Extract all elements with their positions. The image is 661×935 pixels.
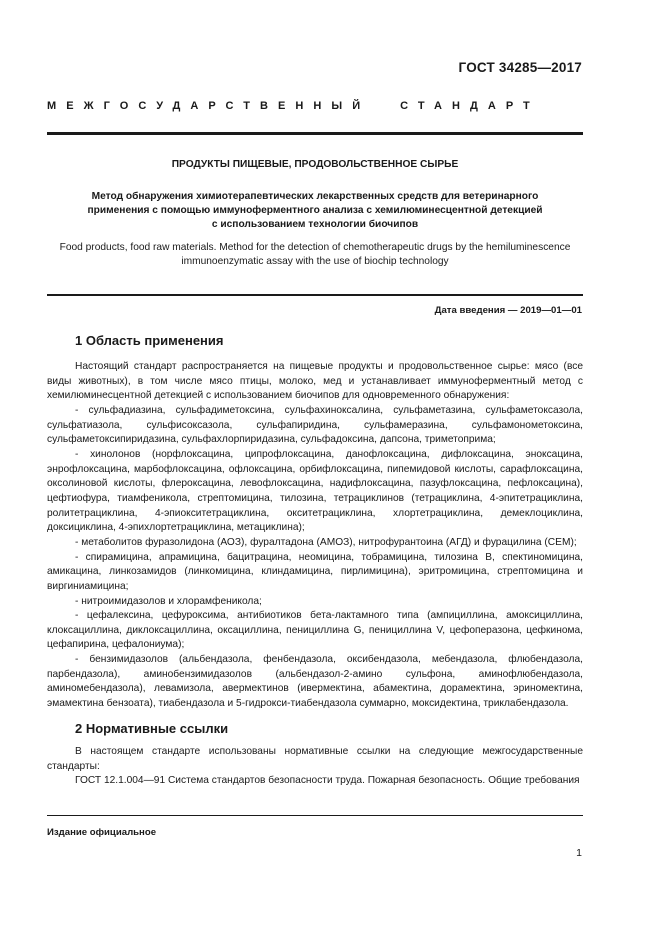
page-number: 1 — [576, 847, 582, 859]
section2-heading: 2 Нормативные ссылки — [75, 721, 229, 736]
section1-body — [47, 360, 583, 712]
section1-heading: 1 Область применения — [75, 333, 224, 348]
list-item: - хинолонов (норфлоксацина, ципрофлоксацина, данофлоксацина, дифлоксацина, эноксацина, энрофлоксацина, марбофлоксацина, офлоксацина, орбифлоксацина, пипемидовой кислоты, сарафлоксацина, оксолиновой кислоты, флероксацина, левофлоксацина, надифлоксацина, пазуфлоксацина, пефлоксацина), цефтиофура, тиамфеникола, стрептомицина, тилозина, тетрациклинов (тетрациклина, 4-эпитетрациклина, ролитетрациклина, 4-эпиокситетрациклина, окситетрациклина, хлортетрациклина, демеклоциклина, доксициклина, 4-эпихлортетрациклина, метациклина); — [47, 448, 583, 534]
paragraph: ГОСТ 12.1.004—91 Система стандартов безопасности труда. Пожарная безопасность. Общие требования — [75, 775, 580, 787]
gost-number: ГОСТ 34285—2017 — [458, 60, 582, 75]
english-title — [47, 241, 583, 269]
footer-rule — [47, 815, 583, 816]
english-title-line: immunoenzymatic assay with the use of biochip technology — [181, 256, 449, 268]
list-item: - цефалексина, цефуроксима, антибиотиков бета-лактамного типа (ампициллина, амоксициллина, клоксациллина, диклоксациллина, оксациллина, пенициллина G, пенициллина V, цефоперазона, цефкинома, цефапирина, цефалониума); — [47, 610, 583, 651]
title-rule — [47, 294, 583, 296]
subtitle-line: Метод обнаружения химиотерапевтических лекарственных средств для ветеринарного — [91, 191, 539, 202]
list-item: - спирамицина, апрамицина, бацитрацина, неомицина, тобрамицина, тилозина B, спектиномицина, амикацина, линкозамидов (линкомицина, клиндамицина, пирлимицина), эритромицина, стрептомицина и виргиниамицина; — [47, 551, 583, 592]
official-edition-label: Издание официальное — [47, 827, 157, 838]
list-item: - сульфадиазина, сульфадиметоксина, сульфахиноксалина, сульфаметазина, сульфаметоксазола, сульфатиазола, сульфисоксазола, сульфапиридина, сульфамеразина, сульфамонометоксина, сульфаметоксипиридазина, сульфахлорпиридазина, сульфадоксина, дапсона, триметоприма; — [47, 404, 583, 446]
standard-type-header — [47, 100, 582, 112]
list-item: - метаболитов фуразолидона (АОЗ), фуралтадона (АМОЗ), нитрофурантоина (АГД) и фурацилина (СЕМ); — [75, 536, 577, 548]
standard-word-standard: СТАНДАРТ — [400, 100, 540, 112]
standard-word-interstate: МЕЖГОСУДАРСТВЕННЫЙ — [47, 100, 371, 112]
english-title-line: Food products, food raw materials. Method for the detection of chemotherapeutic drugs by the hemiluminescence — [59, 242, 571, 253]
list-item: - бензимидазолов (альбендазола, фенбендазола, оксибендазола, мебендазола, флюбендазола, парбендазола), аминобензимидазолов (альбендазол-2-амино сульфона, аминофлюбендазола, аминомебендазола), левамизола, авермектинов (ивермектина, абамектина, дорамектина, эриномектина, эмамектина бензоата), тиабендазола и 5-гидрокси-тиабендазола суммарно, моксидектина, триклабендазола. — [47, 654, 583, 710]
introduction-date: Дата введения — 2019—01—01 — [434, 305, 582, 316]
paragraph: В настоящем стандарте использованы нормативные ссылки на следующие межгосударственные стандарты: — [47, 746, 583, 772]
subtitle-line: применения с помощью иммуноферментного анализа с хемилюминесцентной детекцией — [87, 205, 543, 217]
header-rule — [47, 132, 583, 135]
list-item: - нитроимидазолов и хлорамфеникола; — [75, 595, 262, 607]
paragraph: Настоящий стандарт распространяется на пищевые продукты и продовольственное сырье: мясо (все виды животных), в том числе мясо птицы, молоко, мед и устанавливает иммуноферментный метод с хемилюминесцентной детекцией с использованием биочипов для одновременного обнаружения: — [47, 361, 583, 402]
subtitle-line: с использованием технологии биочипов — [211, 219, 419, 231]
section2-body — [47, 745, 583, 789]
document-subtitle — [47, 190, 583, 233]
document-title: ПРОДУКТЫ ПИЩЕВЫЕ, ПРОДОВОЛЬСТВЕННОЕ СЫРЬЕ — [171, 159, 459, 170]
